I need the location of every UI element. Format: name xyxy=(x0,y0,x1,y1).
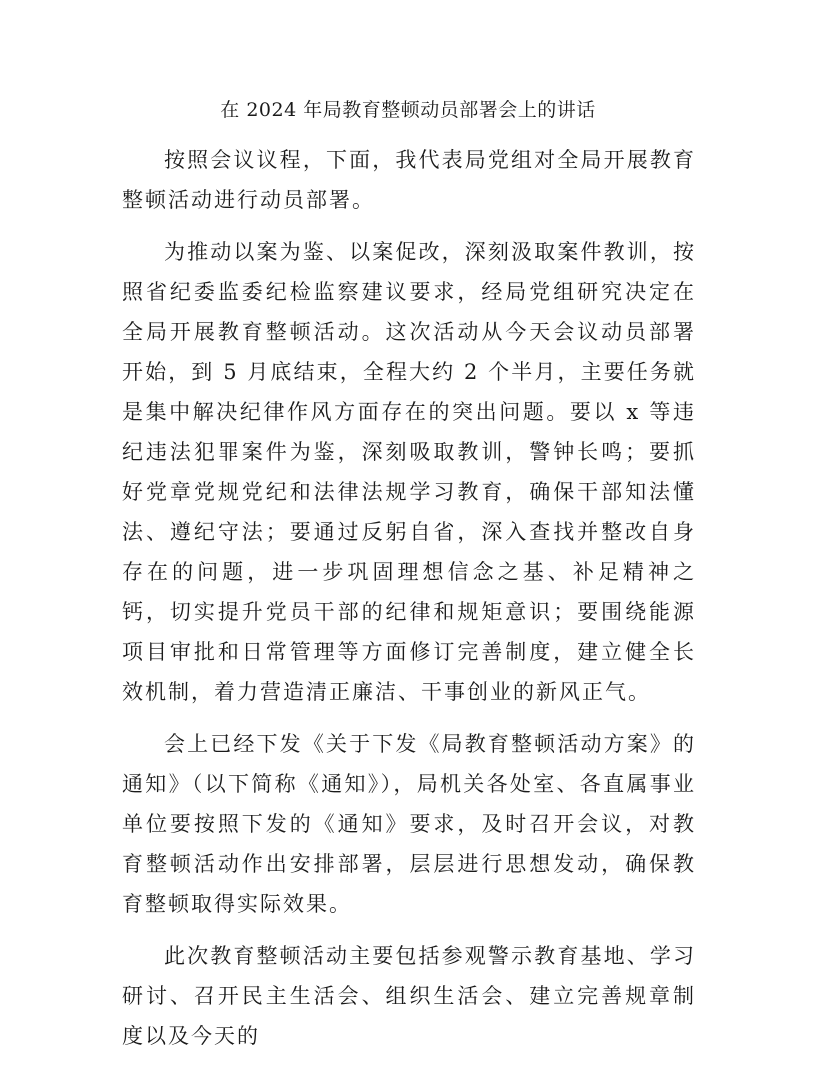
paragraph-2: 为推动以案为鉴、以案促改，深刻汲取案件教训，按照省纪委监委纪检监察建议要求，经局党组研究决定在全局开展教育整顿活动。这次活动从今天会议动员部署开始，到 5 月底结束，全程大约 2 个半月，主要任务就是集中解决纪律作风方面存在的突出问题。要以 x 等违纪违法犯罪案件为鉴，深刻吸取教训，警钟长鸣；要抓好党章党规党纪和法律法规学习教育，确保干部知法懂法、遵纪守法；要通过反躬自省，深入查找并整改自身存在的问题，进一步巩固理想信念之基、补足精神之钙，切实提升党员干部的纪律和规矩意识；要围绕能源项目审批和日常管理等方面修订完善制度，建立健全长效机制，着力营造清正廉洁、干事创业的新风正气。 xyxy=(122,240,696,704)
document-body xyxy=(122,140,696,1068)
paragraph-3: 会上已经下发《关于下发《局教育整顿活动方案》的通知》（以下简称《通知》），局机关各处室、各直属事业单位要按照下发的《通知》要求，及时召开会议，对教育整顿活动作出安排部署，层层进行思想发动，确保教育整顿取得实际效果。 xyxy=(122,732,696,916)
paragraph-4: 此次教育整顿活动主要包括参观警示教育基地、学习研讨、召开民主生活会、组织生活会、建立完善规章制度以及今天的 xyxy=(122,944,696,1048)
paragraph-1: 按照会议议程，下面，我代表局党组对全局开展教育整顿活动进行动员部署。 xyxy=(122,148,696,212)
document-title: 在 2024 年局教育整顿动员部署会上的讲话 xyxy=(220,99,596,121)
